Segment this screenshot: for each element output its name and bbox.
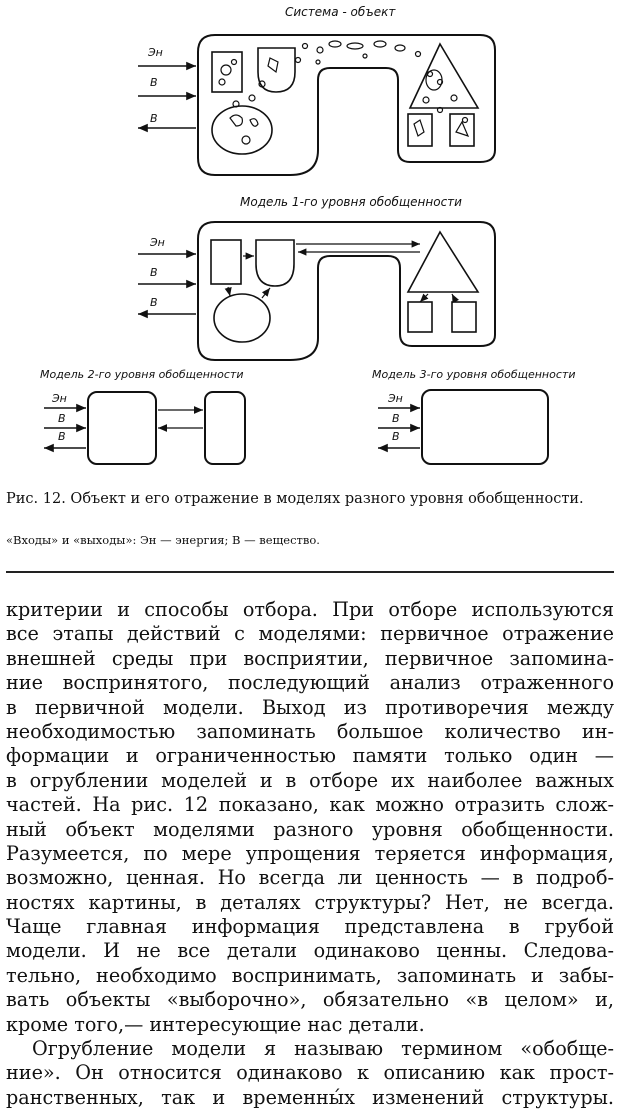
body-line: в огрублении моделей и в отборе их наиболее важных [6,768,614,792]
model1-block-e [452,302,476,332]
model1-links [228,244,456,302]
body-line: Разумеется, по мере упрощения теряется информация, [6,841,614,865]
model1-triangle [408,232,478,292]
body-line: возможно, ценная. Но всегда ли ценность — в подроб- [6,866,614,890]
title-system-object: Система - объект [285,5,396,19]
body-line: модели. И не все детали одинаково ценны. Следова- [6,939,614,963]
body-line: формации и ограниченностью памяти только один — [6,744,614,768]
model1-output-v-label: В [150,296,158,309]
body-line: частей. На рис. 12 показано, как можно отразить слож- [6,793,614,817]
model3-input-v-label: В [392,412,400,425]
model2-input-v-label: В [58,412,66,425]
body-line: ностях картины, в деталях структуры? Нет, не всегда. [6,890,614,914]
object-cell-1 [212,52,242,92]
separator-rule [6,571,614,573]
model2-output-v-label: В [58,430,66,443]
model1-block-b [256,240,294,286]
model1-input-en-label: Эн [150,236,165,249]
title-model-3: Модель 3-го уровня обобщенности [372,368,576,381]
body-line: ранственных, так и временны́х изменений структуры. [6,1085,614,1109]
model2-block-left [88,392,156,464]
object-particles [219,41,468,144]
body-line: внешней среды при восприятии, первичное запомина- [6,646,614,670]
body-line: критерии и способы отбора. При отборе используются [6,598,614,621]
input-v-label-1: В [150,76,158,89]
body-line: в первичной модели. Выход из противоречия между [6,695,614,719]
body-line: необходимостью запоминать большое количество ин- [6,719,614,743]
body-line: ный объект моделями разного уровня обобщенности. [6,817,614,841]
output-v-label: В [150,112,158,125]
model1-input-v-label: В [150,266,158,279]
body-line: тельно, необходимо воспринимать, запоминать и забы- [6,963,614,987]
object-cell-4 [408,114,432,146]
body-line: ние». Он относится одинаково к описанию как прост- [6,1061,614,1085]
body-line: вать объекты «выборочно», обязательно «в целом» и, [6,988,614,1012]
body-line: все этапы действий с моделями: первичное отражение [6,622,614,646]
object-cell-3 [212,106,272,154]
model1-block-c [214,294,270,342]
title-model-2: Модель 2-го уровня обобщенности [40,368,244,381]
object-cell-5 [450,114,474,146]
model2-input-en-label: Эн [52,392,67,405]
body-text [6,598,614,1110]
model-1-outline [198,222,495,360]
model1-block-d [408,302,432,332]
figure-caption: Рис. 12. Объект и его отражение в моделях разного уровня обобщенности. [6,491,584,507]
model3-block [422,390,548,464]
body-line: Чаще главная информация представлена в грубой [6,915,614,939]
model3-output-v-label: В [392,430,400,443]
figure-legend: «Входы» и «выходы»: Эн — энергия; В — вещество. [6,533,320,547]
model3-input-en-label: Эн [388,392,403,405]
model1-block-a [211,240,241,284]
body-line: кроме того,— интересующие нас детали. [6,1012,425,1036]
title-model-1: Модель 1-го уровня обобщенности [240,195,462,209]
model2-block-right [205,392,245,464]
input-en-label: Эн [148,46,163,59]
body-line: ние воспринятого, последующий анализ отраженного [6,671,614,695]
figure-12-diagram [0,0,620,480]
body-line: Огрубление модели я называю термином «обобще- [32,1037,614,1061]
